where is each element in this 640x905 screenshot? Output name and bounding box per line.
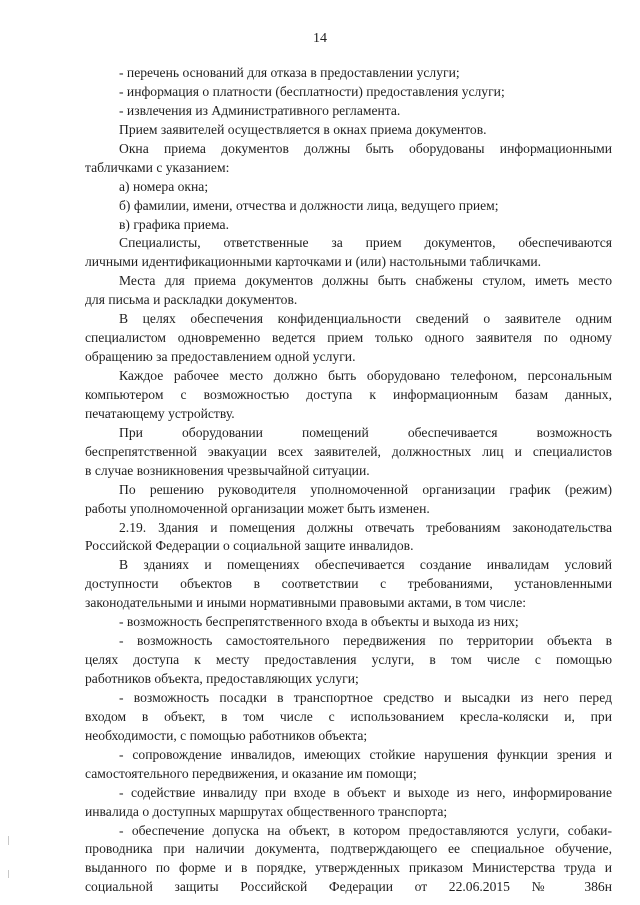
text-line: По решению руководителя уполномоченной организации график (режим) (119, 481, 612, 497)
text-line: работы уполномоченной организации может быть изменен. (85, 500, 430, 516)
text-line: входом в объект, в том числе с использованием кресла-коляски и, при (85, 708, 612, 724)
text-line: б) фамилии, имени, отчества и должности лица, ведущего прием; (119, 197, 499, 213)
text-line: - перечень оснований для отказа в предоставлении услуги; (119, 65, 460, 80)
text-line: - содействие инвалиду при входе в объект и выходе из него, информирование (119, 784, 612, 800)
text-line: 2.19. Здания и помещения должны отвечать требованиям законодательства (119, 519, 612, 535)
text-line: личными идентификационными карточками и (или) настольными табличками. (85, 254, 542, 270)
text-line: работников объекта, предоставляющих услуги; (85, 671, 359, 686)
text-line: в) графика приема. (119, 216, 229, 232)
text-line: - обеспечение допуска на объект, в котором предоставляются услуги, собаки- (119, 822, 612, 838)
text-line: а) номера окна; (119, 178, 209, 194)
text-line: компьютером с возможностью доступа к информационным базам данных, (85, 386, 612, 402)
text-line: беспрепятственной эвакуации всех заявителей, должностных лиц и специалистов (85, 443, 612, 459)
text-line: Прием заявителей осуществляется в окнах приема документов. (119, 121, 487, 137)
text-line: обращению за предоставлением одной услуги. (85, 349, 356, 365)
text-line: Окна приема документов должны быть оборудованы информационными (119, 140, 612, 156)
text-line: табличками с указанием: (85, 159, 230, 175)
scan-artifact (8, 836, 9, 845)
text-line: Каждое рабочее место должно быть оборудовано телефоном, персональным (119, 368, 612, 383)
text-line: для письма и раскладки документов. (85, 292, 298, 308)
text-line: - сопровождение инвалидов, имеющих стойкие нарушения функции зрения и (119, 746, 612, 762)
text-line: законодательными и иными нормативными правовыми актами, в том числе: (85, 595, 527, 611)
text-line: в случае возникновения чрезвычайной ситуации. (85, 462, 370, 478)
text-line: целях доступа к месту предоставления услуги, в том числе с помощью (85, 652, 612, 668)
text-line: специалистом одновременно ведется прием только одного заявителя по одному (85, 330, 612, 346)
text-line: Специалисты, ответственные за прием документов, обеспечиваются (119, 235, 612, 251)
text-line: социальной защиты Российской Федерации от 22.06.2015 № 386н (85, 879, 612, 895)
text-line: необходимости, с помощью работников объекта; (85, 727, 368, 743)
text-line: инвалида о доступных маршрутах общественного транспорта; (85, 803, 448, 819)
text-line: Места для приема документов должны быть снабжены стулом, иметь место (119, 273, 612, 289)
text-line: - возможность беспрепятственного входа в объекты и выхода из них; (119, 614, 519, 630)
text-line: - информация о платности (бесплатности) предоставления услуги; (119, 83, 505, 99)
page-number: 14 (313, 31, 327, 46)
text-line: В зданиях и помещениях обеспечивается создание инвалидам условий (119, 557, 612, 573)
text-line: - возможность посадки в транспортное средство и высадки из него перед (119, 689, 612, 705)
text-line: В целях обеспечения конфиденциальности сведений о заявителе одним (119, 311, 612, 327)
text-line: - возможность самостоятельного передвижения по территории объекта в (119, 633, 612, 649)
text-line: выданного по форме и в порядке, утвержденных приказом Министерства труда и (85, 860, 612, 876)
text-line: - извлечения из Административного регламента. (119, 102, 401, 118)
text-line: Российской Федерации о социальной защите инвалидов. (85, 538, 414, 554)
text-line: доступности объектов в соответствии с требованиями, установленными (85, 576, 612, 592)
scan-artifact (8, 870, 9, 878)
text-line: самостоятельного передвижения, и оказание им помощи; (85, 765, 417, 781)
text-line: При оборудовании помещений обеспечивается возможность (119, 424, 612, 440)
text-line: проводника при наличии документа, подтверждающего ее специальное обучение, (85, 841, 612, 857)
document-body (85, 64, 612, 897)
text-line: печатающему устройству. (85, 405, 235, 421)
